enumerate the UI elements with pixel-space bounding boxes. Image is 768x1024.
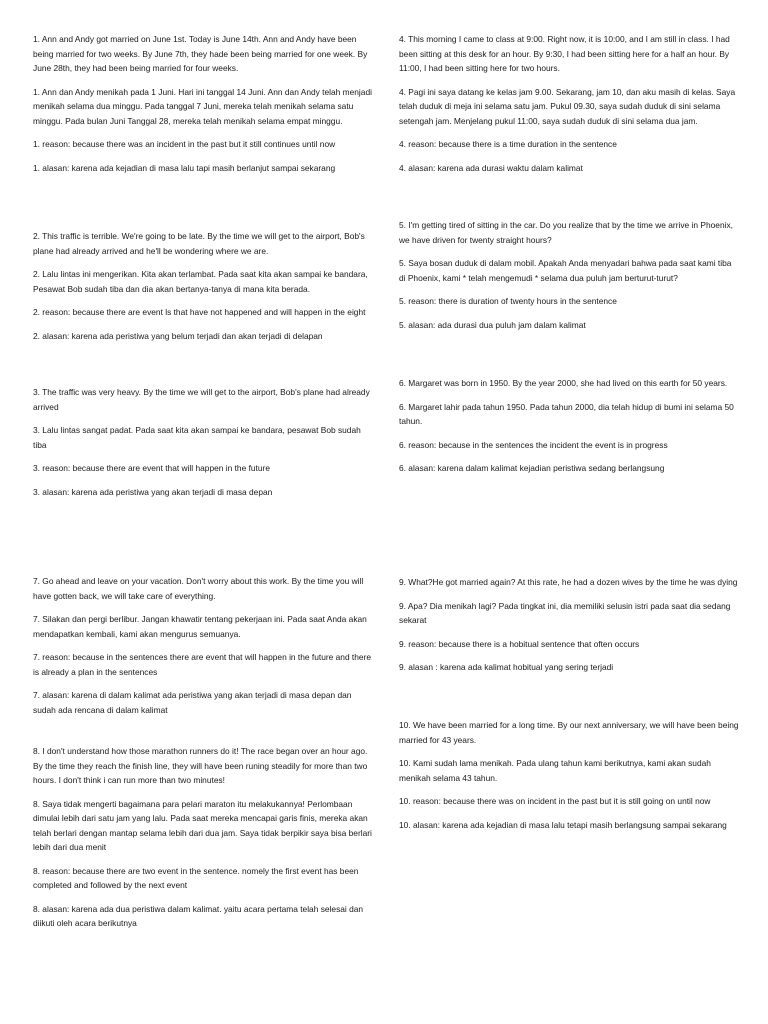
entry-5-english: 5. I'm getting tired of sitting in the car. Do you realize that by the time we arrive in Phoenix, we have driven for twenty straight hours? [399,220,733,245]
entry-2-english: 2. This traffic is terrible. We're going to be late. By the time we will get to the airport, Bob's plane had already arrived and he'll be wondering where we are. [33,231,365,256]
entry-4 [399,32,739,184]
entry-3-english: 3. The traffic was very heavy. By the time we will get to the airport, Bob's plane had already arrived [33,387,370,412]
entry-3 [33,385,373,508]
entry-8 [33,744,373,940]
entry-8-reason: 8. reason: because there are two event in the sentence. nomely the first event has been completed and followed by the next event [33,865,359,890]
entry-1 [33,32,373,184]
entry-4-alasan: 4. alasan: karena ada durasi waktu dalam kalimat [399,162,583,173]
entry-1-english: 1. Ann and Andy got married on June 1st. Today is June 14th. Ann and Andy have been being married for two weeks. By June 7th, they hade been being married for one week. By June 28th, they had been being married for four weeks. [33,34,368,73]
entry-9-english: 9. What?He got married again? At this rate, he had a dozen wives by the time he was dying [399,577,738,587]
entry-9-reason: 9. reason: because there is a hobitual sentence that often occurs [399,638,640,649]
entry-6-reason: 6. reason: because in the sentences the incident the event is in progress [399,439,668,450]
entry-8-indonesian: 8. Saya tidak mengerti bagaimana para pelari maraton itu melakukannya! Perlombaan dimulai lebih dari satu jam yang lalu. Pada saat mereka mencapai garis finis, mereka akan telah berlari dengan mantap selama lebih dari dua jam. Saya tidak berpikir saya bisa berlari lebih dari dua menit [33,798,372,852]
entry-3-indonesian: 3. Lalu lintas sangat padat. Pada saat kita akan sampai ke bandara, pesawat Bob sudah tiba [33,425,361,450]
entry-5-indonesian: 5. Saya bosan duduk di dalam mobil. Apakah Anda menyadari bahwa pada saat kami tiba di Phoenix, kami * telah mengemudi * selama dua puluh jam berturut-turut? [399,258,732,283]
entry-2-alasan: 2. alasan: karena ada peristiwa yang belum terjadi dan akan terjadi di delapan [33,330,323,341]
entry-10-reason: 10. reason: because there was on incident in the past but it is still going on until now [399,796,711,806]
entry-9-alasan: 9. alasan : karena ada kalimat hobitual yang sering terjadi [399,662,614,672]
entry-6 [399,376,739,485]
entry-9-indonesian: 9. Apa? Dia menikah lagi? Pada tingkat ini, dia memiliki selusin istri pada saat dia sedang sekarat [399,600,731,625]
entry-10-indonesian: 10. Kami sudah lama menikah. Pada ulang tahun kami berikutnya, kami akan sudah menikah selama 43 tahun. [399,758,711,783]
entry-5 [399,218,739,341]
entry-10 [399,718,739,841]
entry-1-indonesian: 1. Ann dan Andy menikah pada 1 Juni. Hari ini tanggal 14 Juni. Ann dan Andy telah menjadi menikah selama dua minggu. Pada tanggal 7 Juni, mereka telah menikah selama satu minggu. Pada bulan Juni Tanggal 28, mereka telah menikah selama empat minggu. [33,86,372,126]
entry-2-reason: 2. reason: because there are event ls that have not happened and will happen in the eight [33,307,366,317]
entry-3-alasan: 3. alasan: karena ada peristiwa yang akan terjadi di masa depan [33,486,273,497]
entry-6-english: 6. Margaret was born in 1950. By the year 2000, she had lived on this earth for 50 years. [399,378,728,388]
entry-2 [33,229,373,352]
entry-4-reason: 4. reason: because there is a time duration in the sentence [399,139,617,149]
entry-7-indonesian: 7. Silakan dan pergi berlibur. Jangan khawatir tentang pekerjaan ini. Pada saat Anda akan mendapatkan kembali, kami akan mengurus semuanya. [33,614,367,639]
entry-8-english: 8. I don't understand how those marathon runners do it! The race began over an hour ago. By the time they reach the finish line, they will have been runing steadily for more than two hours. I don't think i can run more than two minutes! [33,746,368,785]
entry-7 [33,574,373,726]
entry-5-alasan: 5. alasan: ada durasi dua puluh jam dalam kalimat [399,319,586,330]
entry-2-indonesian: 2. Lalu lintas ini mengerikan. Kita akan terlambat. Pada saat kita akan sampai ke bandara, Pesawat Bob sudah tiba dan dia akan bertanya-tanya di mana kita berada. [33,269,368,294]
entry-6-indonesian: 6. Margaret lahir pada tahun 1950. Pada tahun 2000, dia telah hidup di bumi ini selama 50 tahun. [399,401,734,426]
entry-7-reason: 7. reason: because in the sentences there are event that will happen in the future and there is already a plan in the sentences [33,652,372,677]
entry-5-reason: 5. reason: there is duration of twenty hours in the sentence [399,296,617,306]
entry-4-english: 4. This morning I came to class at 9:00. Right now, it is 10:00, and I am still in class. I had been sitting at this desk for an hour. By 9:30, I had been sitting here for a half an hour. By 11:00, I had been sitting here for two hours. [399,34,730,73]
entry-1-alasan: 1. alasan: karena ada kejadian di masa lalu tapi masih berlanjut sampai sekarang [33,162,336,173]
entry-4-indonesian: 4. Pagi ini saya datang ke kelas jam 9.00. Sekarang, jam 10, dan aku masih di kelas. Saya telah duduk di meja ini selama satu jam. Pukul 09.30, saya sudah duduk di sini selama setengah jam. Menjelang pukul 11:00, saya sudah duduk di sini selama dua jam. [399,86,736,126]
entry-7-english: 7. Go ahead and leave on your vacation. Don't worry about this work. By the time you will have gotten back, we will take care of everything. [33,576,364,601]
entry-6-alasan: 6. alasan: karena dalam kalimat kejadian peristiwa sedang berlangsung [399,463,665,473]
entry-10-english: 10. We have been married for a long time. By our next anniversary, we will have been being married for 43 years. [399,720,739,745]
entry-3-reason: 3. reason: because there are event that will happen in the future [33,463,270,473]
entry-8-alasan: 8. alasan: karena ada dua peristiwa dalam kalimat. yaitu acara pertama telah selesai dan diikuti oleh acara berikutnya [33,903,364,928]
entry-7-alasan: 7. alasan: karena di dalam kalimat ada peristiwa yang akan terjadi di masa depan dan sudah ada rencana di dalam kalimat [33,690,352,715]
entry-1-reason: 1. reason: because there was an incident in the past but it still continues until now [33,139,336,149]
entry-10-alasan: 10. alasan: karena ada kejadian di masa lalu tetapi masih berlangsung sampai sekarang [399,819,727,830]
entry-9 [399,575,739,684]
